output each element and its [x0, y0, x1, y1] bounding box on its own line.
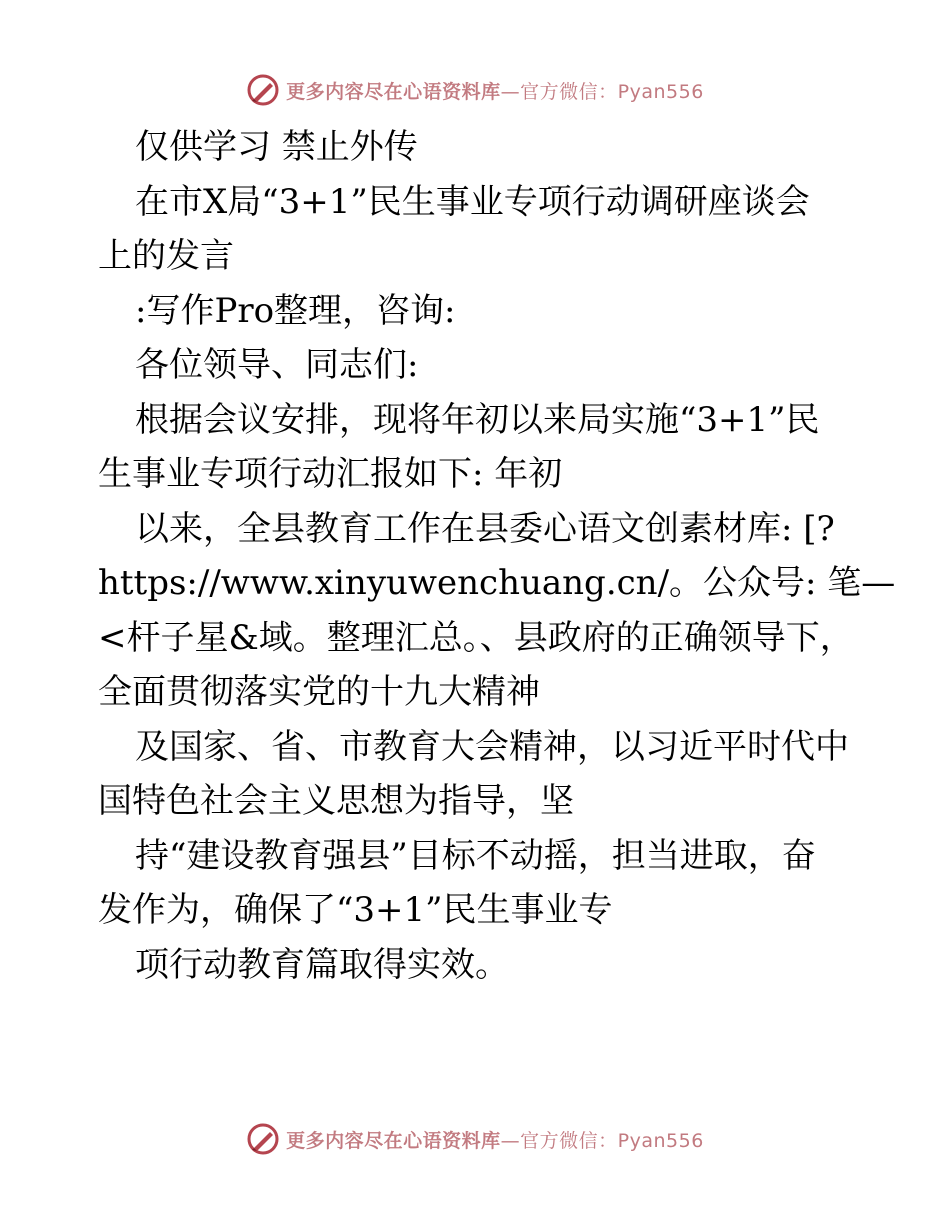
text-line: 项行动教育篇取得实效。	[135, 944, 509, 985]
banner-text: 更多内容尽在心语资料库—官方微信：Pyan556	[286, 1129, 704, 1152]
text-line: 全面贯彻落实党的十九大精神	[98, 672, 540, 712]
text-line: 国特色社会主义思想为指导，坚	[98, 781, 574, 821]
text-line: 各位领导、同志们:	[135, 345, 419, 385]
text-line: 上的发言	[98, 236, 234, 276]
pen-logo-icon	[246, 73, 280, 107]
text-line: 在市X局“3+1”民生事业专项行动调研座谈会	[135, 181, 810, 222]
text-line: 根据会议安排，现将年初以来局实施“3+1”民	[135, 399, 820, 440]
pen-logo-icon	[246, 1122, 280, 1156]
text-line: https://www.xinyuwenchuang.cn/。公众号: 笔—	[98, 563, 896, 603]
text-line: 生事业专项行动汇报如下: 年初	[98, 454, 563, 494]
text-line: 发作为，确保了“3+1”民生事业专	[98, 890, 613, 930]
text-line: 及国家、省、市教育大会精神，以习近平时代中	[135, 726, 849, 767]
text-line: <杆子星&域。整理汇总。、县政府的正确领导下，	[98, 617, 854, 658]
document-body	[98, 120, 896, 992]
text-line: 仅供学习 禁止外传	[135, 127, 418, 167]
footer-banner	[0, 1117, 950, 1161]
header-banner	[0, 68, 950, 112]
banner-text: 更多内容尽在心语资料库—官方微信：Pyan556	[286, 80, 704, 103]
text-line: :写作Pro整理，咨询:	[135, 290, 456, 331]
text-line: 以来，全县教育工作在县委心语文创素材库: [?	[135, 508, 835, 549]
text-line: 持“建设教育强县”目标不动摇，担当进取，奋	[135, 835, 816, 876]
